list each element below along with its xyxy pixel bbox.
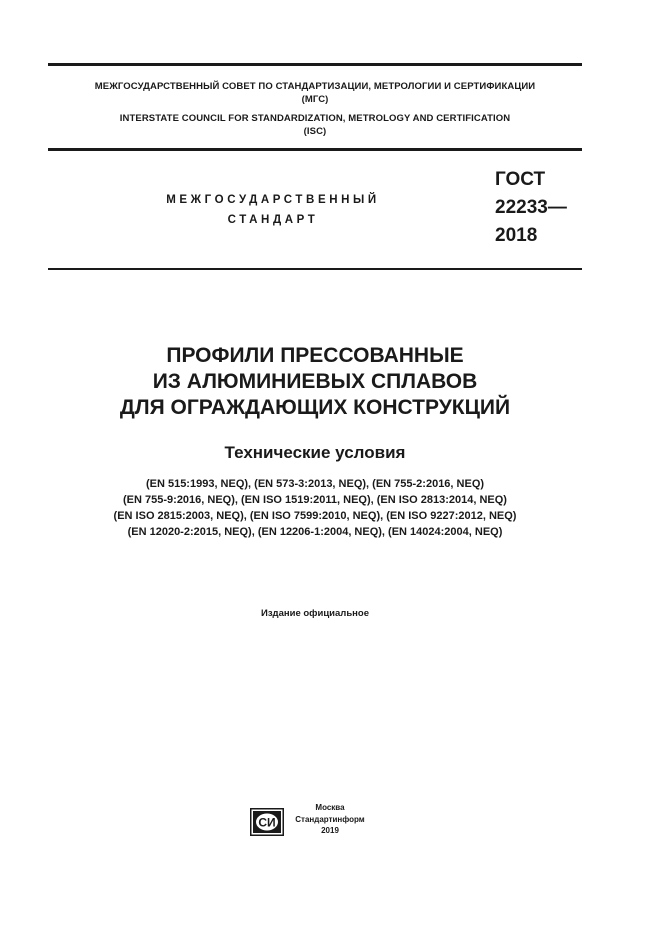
council-name-ru-line: МЕЖГОСУДАРСТВЕННЫЙ СОВЕТ ПО СТАНДАРТИЗАЦИИ, МЕТРОЛОГИИ И СЕРТИФИКАЦИИ bbox=[94, 81, 536, 92]
council-name-en bbox=[48, 112, 582, 138]
edition-label: Издание официальное bbox=[261, 608, 369, 619]
council-name-en-line: INTERSTATE COUNCIL FOR STANDARDIZATION, METROLOGY AND CERTIFICATION bbox=[119, 113, 511, 124]
middle-rule bbox=[48, 148, 582, 151]
reference-line: (EN 12020-2:2015, NEQ), (EN 12206-1:2004, NEQ), (EN 14024:2004, NEQ) bbox=[127, 526, 503, 538]
top-rule bbox=[48, 63, 582, 66]
gost-number: 22233— bbox=[495, 197, 567, 218]
publisher-year: 2019 bbox=[321, 826, 339, 835]
publisher-city: Москва bbox=[315, 803, 345, 812]
title-line: ИЗ АЛЮМИНИЕВЫХ СПЛАВОВ bbox=[152, 370, 478, 393]
reference-standards bbox=[40, 476, 590, 540]
logo-letters: СИ bbox=[258, 815, 276, 830]
council-name-ru bbox=[48, 80, 582, 106]
publisher-name: Стандартинформ bbox=[295, 814, 365, 824]
standard-type-line2: СТАНДАРТ bbox=[227, 214, 319, 226]
bottom-rule bbox=[48, 268, 582, 270]
gost-label: ГОСТ bbox=[495, 169, 546, 190]
reference-line: (EN ISO 2815:2003, NEQ), (EN ISO 7599:2010, NEQ), (EN ISO 9227:2012, NEQ) bbox=[113, 510, 517, 522]
standard-type-line1: МЕЖГОСУДАРСТВЕННЫЙ bbox=[166, 194, 380, 206]
document-title bbox=[48, 343, 582, 421]
gost-year: 2018 bbox=[495, 225, 538, 246]
gost-designation bbox=[495, 166, 567, 250]
council-abbr-en: (ISC) bbox=[303, 126, 327, 137]
title-line: ДЛЯ ОГРАЖДАЮЩИХ КОНСТРУКЦИЙ bbox=[119, 396, 511, 419]
reference-line: (EN 515:1993, NEQ), (EN 573-3:2013, NEQ), (EN 755-2:2016, NEQ) bbox=[145, 478, 485, 490]
standartinform-logo-icon bbox=[250, 808, 284, 836]
reference-line: (EN 755-9:2016, NEQ), (EN ISO 1519:2011, NEQ), (EN ISO 2813:2014, NEQ) bbox=[123, 494, 507, 506]
council-abbr-ru: (МГС) bbox=[301, 94, 329, 105]
publisher-block bbox=[290, 802, 370, 837]
title-line: ПРОФИЛИ ПРЕССОВАННЫЕ bbox=[166, 344, 464, 367]
document-subtitle: Технические условия bbox=[224, 443, 406, 462]
